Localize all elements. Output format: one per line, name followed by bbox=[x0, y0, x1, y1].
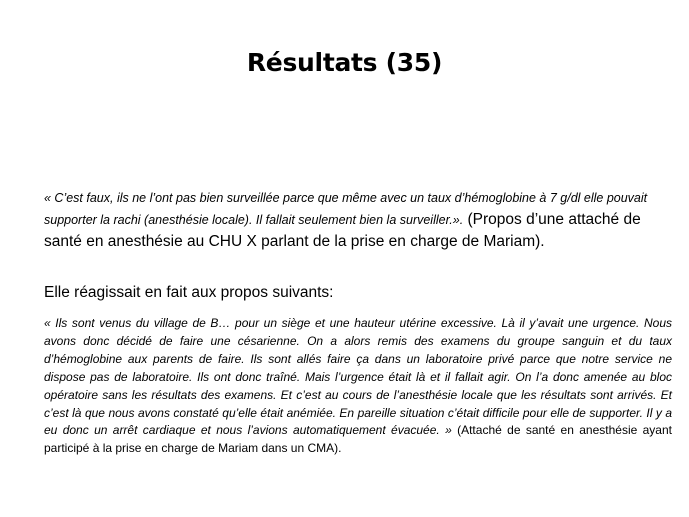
quote-block-2 bbox=[44, 315, 672, 458]
quote-1-text: « C’est faux, ils ne l’ont pas bien surveillée parce que même avec un taux d’hémoglobine à 7 g/dl elle pouvait supporter la rachi (anesthésie locale). Il fallait seulement bien la surveiller.». bbox=[44, 191, 648, 227]
quote-1-source: (Propos d’une attaché de santé en anesthésie au CHU X parlant de la prise en charge de Mariam). bbox=[44, 211, 641, 250]
quote-2-text: « Ils sont venus du village de B… pour un siège et une hauteur utérine excessive. Là il y’avait une urgence. Nous avons donc décidé de faire une césarienne. On a alors remis des examens du groupe sanguin et du taux d’hémoglobine aux parents de faire. Ils sont allés faire ça dans un laboratoire privé parce que notre service ne dispose pas de laboratoire. Ils ont donc traîné. Mais l’urgence était là et il fallait agir. On l’a donc amenée au bloc opératoire sans les résultats des examens. Et c’est au cours de l’anesthésie locale que les résultats sont arrivés. Et c’est là que nous avons constaté qu’elle était anémiée. En pareille situation c’était difficile pour elle de supporter. Il y a eu donc un arrêt cardiaque et nous l’avions automatiquement évacuée. » bbox=[44, 316, 672, 438]
quote-2-source: (Attaché de santé en anesthésie ayant participé à la prise en charge de Mariam dans un CMA). bbox=[44, 423, 672, 456]
intro-paragraph: Elle réagissait en fait aux propos suivants: bbox=[44, 284, 334, 301]
slide-title: Résultats (35) bbox=[246, 48, 443, 77]
quote-block-1 bbox=[44, 188, 674, 253]
